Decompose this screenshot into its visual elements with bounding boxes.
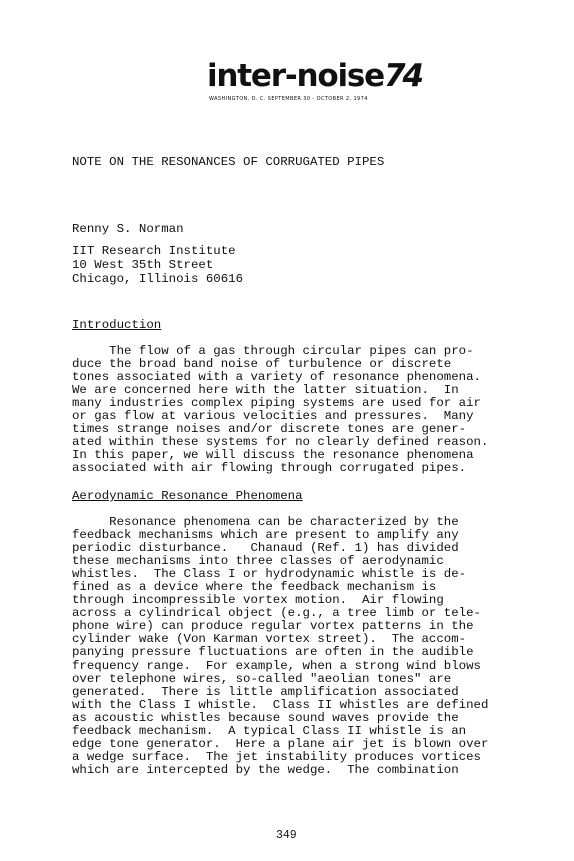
text-line: whistles. The Class I or hydrodynamic whistle is de- [72,567,467,582]
text-line: In this paper, we will discuss the resonance phenomena [72,448,474,463]
text-line: feedback mechanisms which are present to amplify any [72,528,459,543]
section-heading-introduction: Introduction [72,318,162,332]
text-line: across a cylindrical object (e.g., a tree limb or tele- [72,606,481,621]
text-line: associated with air flowing through corrugated pipes. [72,461,467,476]
text-line: a wedge surface. The jet instability produces vortices [72,749,481,764]
text-line: frequency range. For example, when a strong wind blows [72,658,481,673]
text-line: panying pressure fluctuations are often in the audible [72,645,474,660]
text-line: We are concerned here with the latter situation. In [72,383,459,398]
introduction-paragraph [72,345,512,475]
text-line: The flow of a gas through circular pipes can pro- [72,344,474,358]
logo-text: inter-noise [207,58,384,94]
text-line: through incompressible vortex motion. Air flowing [72,593,444,608]
text-line: as acoustic whistles because sound waves provide the [72,710,459,725]
text-line: times strange noises and/or discrete tones are gener- [72,422,467,437]
text-line: duce the broad band noise of turbulence or discrete [72,357,452,372]
text-line: generated. There is little amplification associated [72,684,459,699]
text-line: edge tone generator. Here a plane air jet is blown over [72,736,489,751]
text-line: many industries complex piping systems are used for air [72,396,481,411]
text-line: feedback mechanism. A typical Class II whistle is an [72,723,467,738]
text-line: over telephone wires, so-called "aeolian tones" are [72,671,452,686]
text-line: with the Class I whistle. Class II whistles are defined [72,697,489,712]
text-line: or gas flow at various velocities and pressures. Many [72,409,474,424]
aerodynamic-resonance-paragraph [72,516,512,777]
logo-wordmark [207,58,421,94]
section-heading-aerodynamic-resonance: Aerodynamic Resonance Phenomena [72,489,303,503]
text-line: periodic disturbance. Chanaud (Ref. 1) has divided [72,541,459,556]
text-line: these mechanisms into three classes of aerodynamic [72,554,444,569]
conference-logo [205,58,422,108]
affiliation-line-1: IIT Research Institute [72,244,236,258]
affiliation-line-2: 10 West 35th Street [72,258,214,272]
page-number: 349 [276,829,297,842]
text-line: ated within these systems for no clearly defined reason. [72,435,489,450]
text-line: fined as a device where the feedback mechanism is [72,580,437,595]
paper-title: NOTE ON THE RESONANCES OF CORRUGATED PIPES [72,155,385,169]
affiliation-line-3: Chicago, Illinois 60616 [72,272,244,286]
text-line: cylinder wake (Von Karman vortex street). The accom- [72,632,467,647]
text-line: tones associated with a variety of resonance phenomena. [72,370,481,385]
text-line: which are intercepted by the wedge. The combination [72,762,459,777]
logo-subtitle: WASHINGTON, D. C. SEPTEMBER 30 - OCTOBER 2, 1974 [209,96,368,102]
text-line: phone wire) can produce regular vortex patterns in the [72,619,474,634]
text-line: Resonance phenomena can be characterized by the [72,515,459,529]
author-name: Renny S. Norman [72,222,184,236]
logo-number: 74 [383,58,422,94]
